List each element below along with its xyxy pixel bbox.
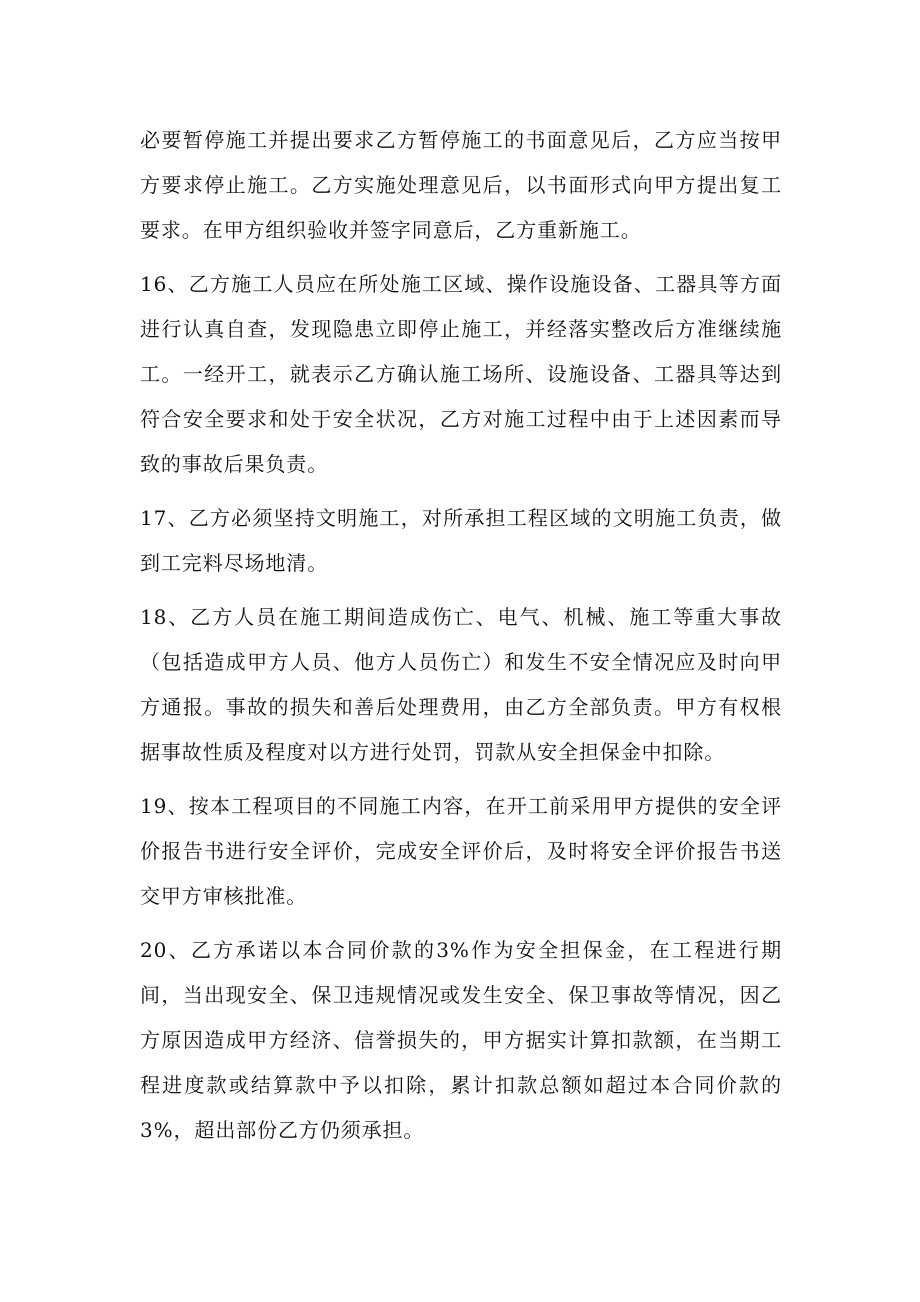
paragraph-clause-17: 17、乙方必须坚持文明施工，对所承担工程区域的文明施工负责，做到工完料尽场地清。: [140, 506, 782, 575]
paragraph-clause-19: 19、按本工程项目的不同施工内容，在开工前采用甲方提供的安全评价报告书进行安全评价，完成安全评价后，及时将安全评价报告书送交甲方审核批准。: [140, 794, 782, 908]
paragraph-clause-20: 20、乙方承诺以本合同价款的3%作为安全担保金，在工程进行期间，当出现安全、保卫违规情况或发生安全、保卫事故等情况，因乙方原因造成甲方经济、信誉损失的，甲方据实计算扣款额，在当期工程进度款或结算款中予以扣除，累计扣款总额如超过本合同价款的3%，超出部份乙方仍须承担。: [140, 938, 782, 1142]
document-body: [140, 118, 782, 1153]
paragraph-continuation: 必要暂停施工并提出要求乙方暂停施工的书面意见后，乙方应当按甲方要求停止施工。乙方实施处理意见后，以书面形式向甲方提出复工要求。在甲方组织验收并签字同意后，乙方重新施工。: [140, 128, 782, 242]
paragraph-clause-16: 16、乙方施工人员应在所处施工区域、操作设施设备、工器具等方面进行认真自查，发现隐患立即停止施工，并经落实整改后方准继续施工。一经开工，就表示乙方确认施工场所、设施设备、工器具等达到符合安全要求和处于安全状况，乙方对施工过程中由于上述因素而导致的事故后果负责。: [140, 272, 782, 476]
paragraph-clause-18: 18、乙方人员在施工期间造成伤亡、电气、机械、施工等重大事故（包括造成甲方人员、他方人员伤亡）和发生不安全情况应及时向甲方通报。事故的损失和善后处理费用，由乙方全部负责。甲方有权根据事故性质及程度对以方进行处罚，罚款从安全担保金中扣除。: [140, 605, 782, 764]
